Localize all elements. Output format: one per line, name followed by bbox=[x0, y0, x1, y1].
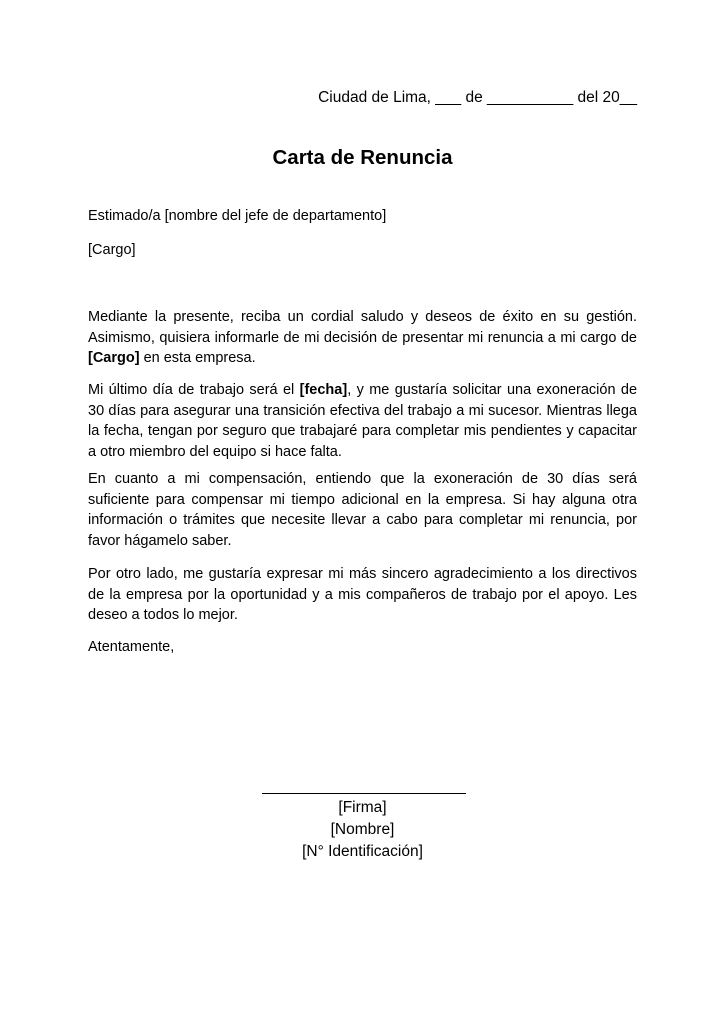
paragraph-last-day-text-a: Mi último día de trabajo será el bbox=[88, 382, 300, 398]
paragraph-intro-bold: [Cargo] bbox=[88, 350, 140, 366]
closing: Atentamente, bbox=[88, 639, 175, 655]
paragraph-last-day-text-b: , y me gustaría solicitar una exoneración de 30 días para asegurar una transición efectiva del trabajo a mi sucesor. Mientras llega la fecha, tengan por seguro que trabajaré para completar mis pendientes y capacitar a otro miembro del equipo si hace falta. bbox=[88, 382, 638, 460]
signature-line bbox=[262, 793, 466, 794]
signature-nombre: [Nombre] bbox=[330, 821, 395, 838]
paragraph-intro bbox=[88, 307, 637, 369]
paragraph-intro-text-b: en esta empresa. bbox=[139, 350, 256, 366]
paragraph-last-day-bold: [fecha] bbox=[299, 382, 348, 398]
signature-firma: [Firma] bbox=[338, 799, 387, 816]
signature-identificacion: [N° Identificación] bbox=[302, 843, 423, 860]
recipient-greeting: Estimado/a [nombre del jefe de departamento] bbox=[88, 208, 387, 224]
paragraph-last-day bbox=[88, 380, 637, 462]
paragraph-intro-text-a: Mediante la presente, reciba un cordial saludo y deseos de éxito en su gestión. Asimismo, quisiera informarle de mi decisión de presentar mi renuncia a mi cargo de bbox=[88, 309, 637, 346]
paragraph-compensation: En cuanto a mi compensación, entiendo que la exoneración de 30 días será suficiente para compensar mi tiempo adicional en la empresa. Si hay alguna otra información o trámites que necesite llevar a cabo para completar mi renuncia, por favor hágamelo saber. bbox=[88, 471, 637, 549]
letter-title: Carta de Renuncia bbox=[272, 146, 453, 169]
signature-block bbox=[0, 797, 725, 863]
date-line: Ciudad de Lima, ___ de __________ del 20__ bbox=[318, 89, 637, 106]
recipient-position: [Cargo] bbox=[88, 242, 136, 258]
paragraph-gratitude: Por otro lado, me gustaría expresar mi más sincero agradecimiento a los directivos de la empresa por la oportunidad y a mis compañeros de trabajo por el apoyo. Les deseo a todos lo mejor. bbox=[88, 566, 637, 623]
